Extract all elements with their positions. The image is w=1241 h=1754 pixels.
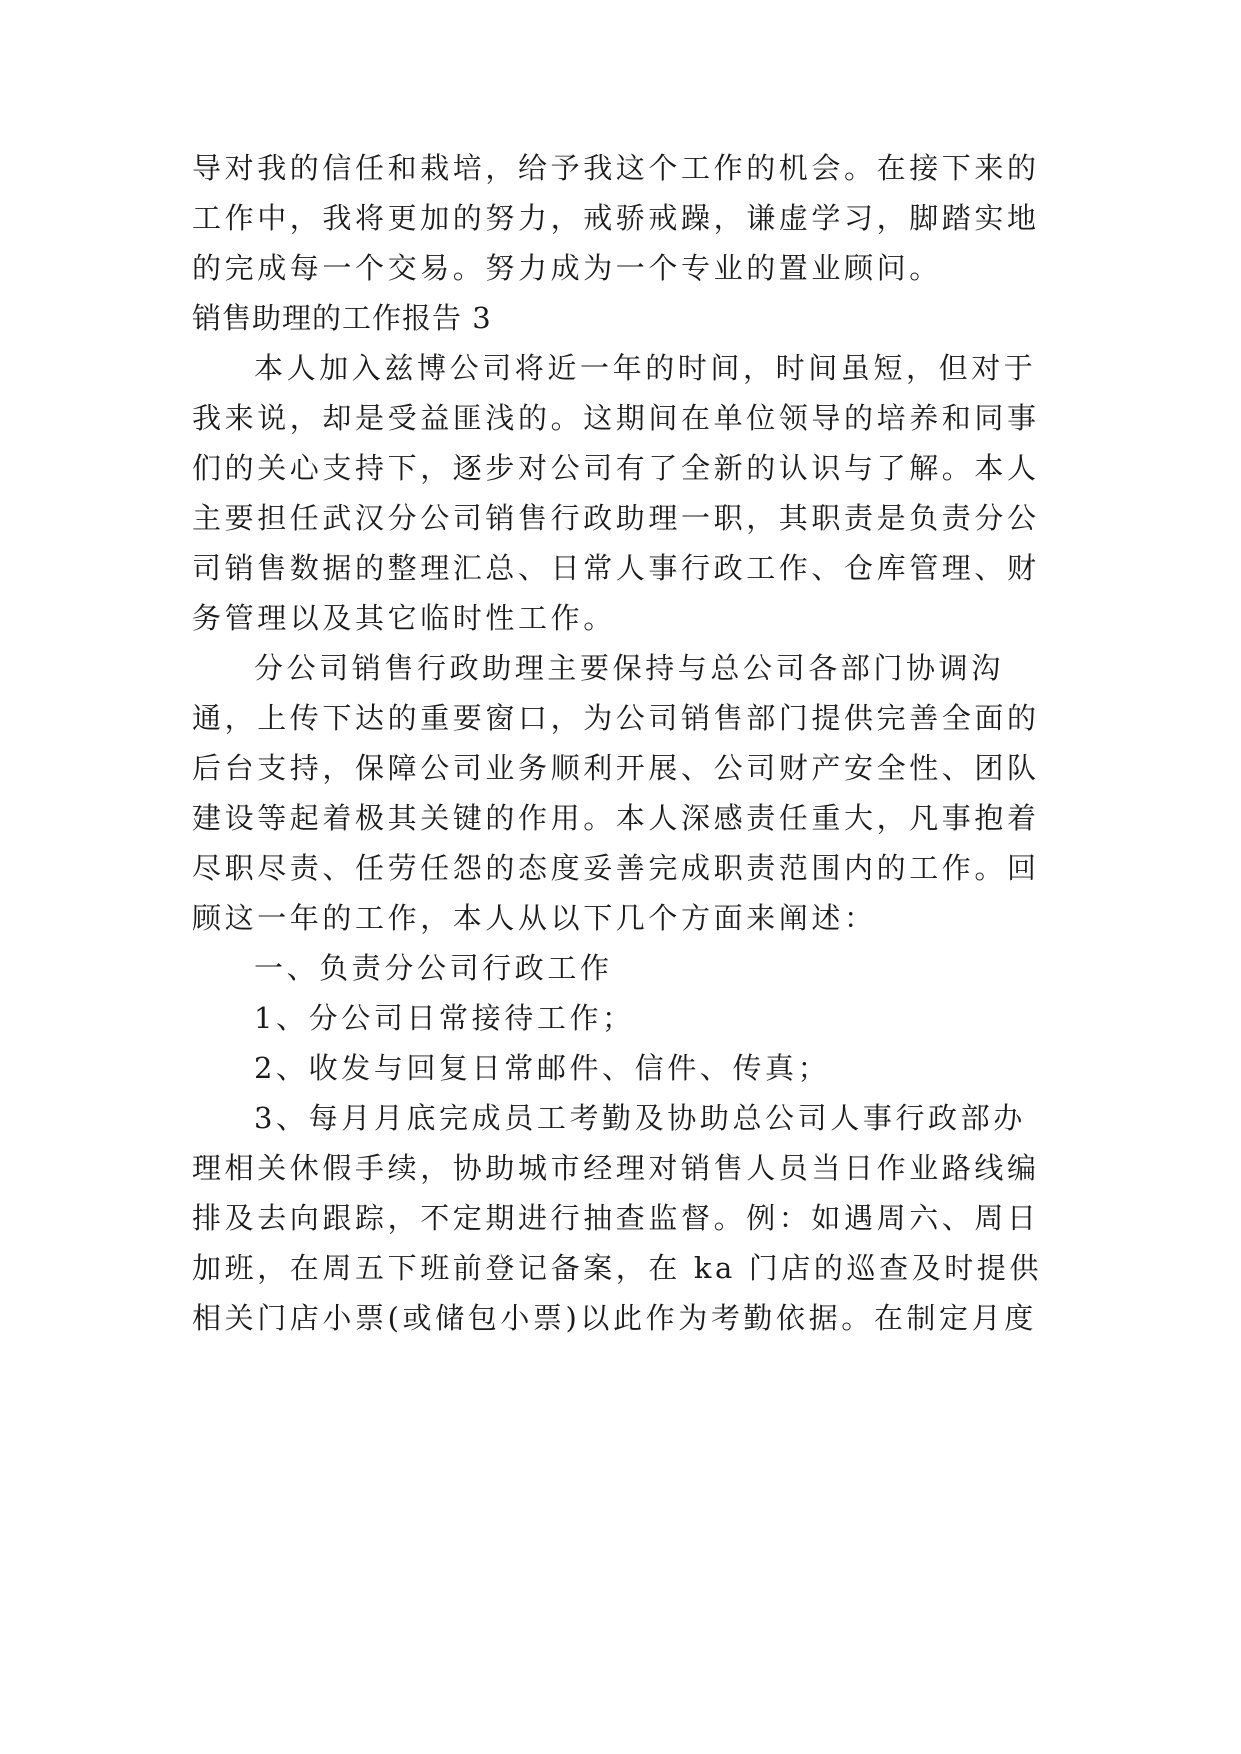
list-item: 1、分公司日常接待工作；	[254, 1001, 635, 1035]
paragraph-line: 本人加入兹博公司将近一年的时间，时间虽短，但对于	[254, 351, 1037, 385]
paragraph-line: 导对我的信任和栽培，给予我这个工作的机会。在接下来的	[192, 151, 1040, 185]
paragraph-line: 排及去向跟踪，不定期进行抽查监督。例：如遇周六、周日	[192, 1201, 1040, 1235]
paragraph-line: 务管理以及其它临时性工作。	[192, 601, 616, 635]
paragraph-line: 理相关休假手续，协助城市经理对销售人员当日作业路线编	[192, 1151, 1040, 1185]
list-item: 3、每月月底完成员工考勤及协助总公司人事行政部办	[254, 1101, 1026, 1135]
paragraph-line: 我来说，却是受益匪浅的。这期间在单位领导的培养和同事	[192, 401, 1040, 435]
paragraph-line: 顾这一年的工作，本人从以下几个方面来阐述：	[192, 901, 877, 935]
list-item: 2、收发与回复日常邮件、信件、传真；	[254, 1051, 831, 1085]
paragraph-line: 通，上传下达的重要窗口，为公司销售部门提供完善全面的	[192, 701, 1040, 735]
paragraph-line: 建设等起着极其关键的作用。本人深感责任重大，凡事抱着	[192, 801, 1040, 835]
paragraph-line: 后台支持，保障公司业务顺利开展、公司财产安全性、团队	[192, 751, 1040, 785]
paragraph-line: 工作中，我将更加的努力，戒骄戒躁，谦虚学习，脚踏实地	[192, 201, 1040, 235]
paragraph-line: 们的关心支持下，逐步对公司有了全新的认识与了解。本人	[192, 451, 1040, 485]
paragraph-line: 的完成每一个交易。努力成为一个专业的置业顾问。	[192, 251, 942, 285]
paragraph-line: 相关门店小票(或储包小票)以此作为考勤依据。在制定月度	[192, 1301, 1037, 1335]
paragraph-line: 主要担任武汉分公司销售行政助理一职，其职责是负责分公	[192, 501, 1040, 535]
section-heading: 销售助理的工作报告 3	[192, 301, 492, 335]
paragraph-line: 尽职尽责、任劳任怨的态度妥善完成职责范围内的工作。回	[192, 851, 1040, 885]
paragraph-line: 加班，在周五下班前登记备案，在 ka 门店的巡查及时提供	[192, 1251, 1043, 1285]
paragraph-line: 分公司销售行政助理主要保持与总公司各部门协调沟	[254, 651, 1004, 685]
paragraph-line: 司销售数据的整理汇总、日常人事行政工作、仓库管理、财	[192, 551, 1040, 585]
list-heading: 一、负责分公司行政工作	[254, 951, 613, 985]
